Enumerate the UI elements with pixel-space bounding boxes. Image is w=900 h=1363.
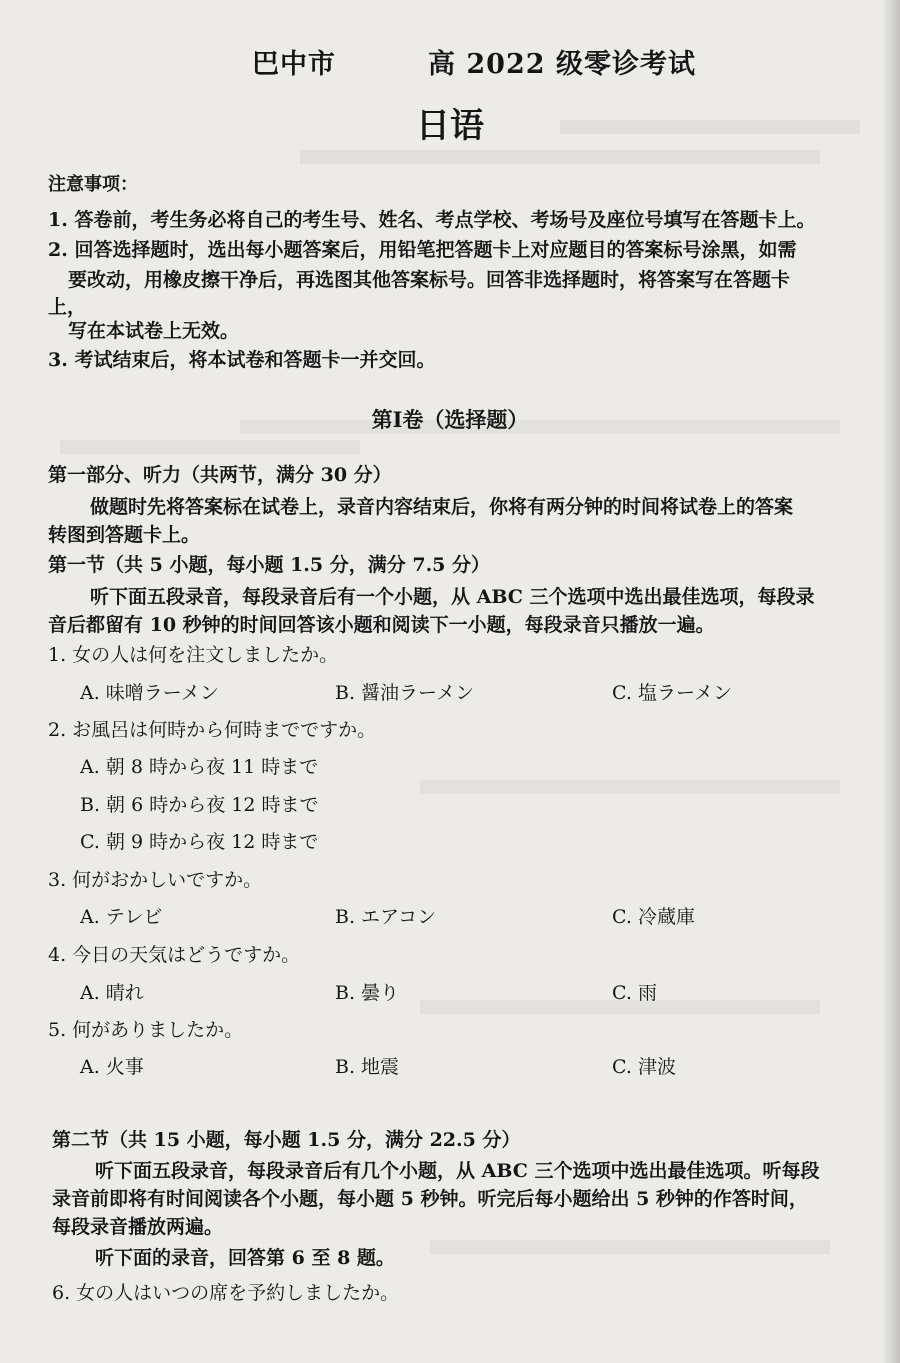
question-1-option-c: C. 塩ラーメン <box>612 682 732 704</box>
question-1-option-b: B. 醤油ラーメン <box>335 682 475 704</box>
page-edge-shadow <box>882 0 900 1363</box>
section1-heading: 第一节（共 5 小题，每小题 1.5 分，满分 7.5 分） <box>48 554 491 576</box>
part1-heading: 第一部分、听力（共两节，满分 30 分） <box>48 464 392 486</box>
section2-intro-line-3: 每段录音播放两遍。 <box>52 1216 224 1238</box>
question-4: 4. 今日の天気はどうですか。 <box>48 944 301 966</box>
question-4-option-c: C. 雨 <box>612 982 657 1004</box>
city-name: 巴中市 <box>252 49 336 80</box>
notes-heading: 注意事项： <box>48 174 138 195</box>
question-5-option-c: C. 津波 <box>612 1056 676 1078</box>
section2-listen-instruction: 听下面的录音，回答第 6 至 8 题。 <box>95 1247 395 1269</box>
note-item-2-line-1: 2. 回答选择题时，选出每小题答案后，用铅笔把答题卡上对应题目的答案标号涂黑，如需 <box>48 239 797 261</box>
section1-intro-line-1: 听下面五段录音，每段录音后有一个小题，从 ABC 三个选项中选出最佳选项，每段录 <box>90 586 815 608</box>
question-2-option-c: C. 朝 9 時から夜 12 時まで <box>80 831 319 853</box>
question-4-option-b: B. 曇り <box>335 982 400 1004</box>
question-1: 1. 女の人は何を注文しましたか。 <box>48 644 339 666</box>
note-item-1: 1. 答卷前，考生务必将自己的考生号、姓名、考点学校、考场号及座位号填写在答题卡上。 <box>48 209 816 231</box>
question-5-option-a: A. 火事 <box>80 1056 144 1078</box>
question-3-option-c: C. 冷蔵庫 <box>612 906 695 928</box>
question-5-option-b: B. 地震 <box>335 1056 400 1078</box>
note-item-2-line-4: 写在本试卷上无效。 <box>68 320 240 342</box>
question-6: 6. 女の人はいつの席を予約しましたか。 <box>52 1282 400 1304</box>
question-5: 5. 何がありましたか。 <box>48 1019 244 1041</box>
part1-intro-line-1: 做题时先将答案标在试卷上，录音内容结束后，你将有两分钟的时间将试卷上的答案 <box>90 496 794 518</box>
question-3-option-b: B. エアコン <box>335 906 437 928</box>
question-2: 2. お風呂は何時から何時までですか。 <box>48 719 377 741</box>
note-item-2-line-3: 上， <box>48 296 87 318</box>
question-3-option-a: A. テレビ <box>80 906 163 928</box>
note-item-2-line-2: 要改动，用橡皮擦干净后，再选图其他答案标号。回答非选择题时，将答案写在答题卡 <box>68 269 791 291</box>
question-3: 3. 何がおかしいですか。 <box>48 869 263 891</box>
section2-intro-line-1: 听下面五段录音，每段录音后有几个小题，从 ABC 三个选项中选出最佳选项。听每段 <box>95 1160 820 1182</box>
note-item-3: 3. 考试结束后，将本试卷和答题卡一并交回。 <box>48 349 436 371</box>
section1-intro-line-2: 音后都留有 10 秒钟的时间回答该小题和阅读下一小题，每段录音只播放一遍。 <box>48 614 715 636</box>
part1-intro-line-2: 转图到答题卡上。 <box>48 524 201 546</box>
section2-intro-line-2: 录音前即将有时间阅读各个小题，每小题 5 秒钟。听完后每小题给出 5 秒钟的作答时间， <box>52 1188 808 1210</box>
section2-heading: 第二节（共 15 小题，每小题 1.5 分，满分 22.5 分） <box>52 1129 521 1151</box>
question-4-option-a: A. 晴れ <box>80 982 144 1004</box>
question-2-option-a: A. 朝 8 時から夜 11 時まで <box>80 756 319 778</box>
question-1-option-a: A. 味噌ラーメン <box>80 682 219 704</box>
question-2-option-b: B. 朝 6 時から夜 12 時まで <box>80 794 319 816</box>
subject-title: 日语 <box>416 106 484 146</box>
section-title: 第Ⅰ卷（选择题） <box>371 407 529 432</box>
exam-title: 高 2022 级零诊考试 <box>428 49 696 80</box>
